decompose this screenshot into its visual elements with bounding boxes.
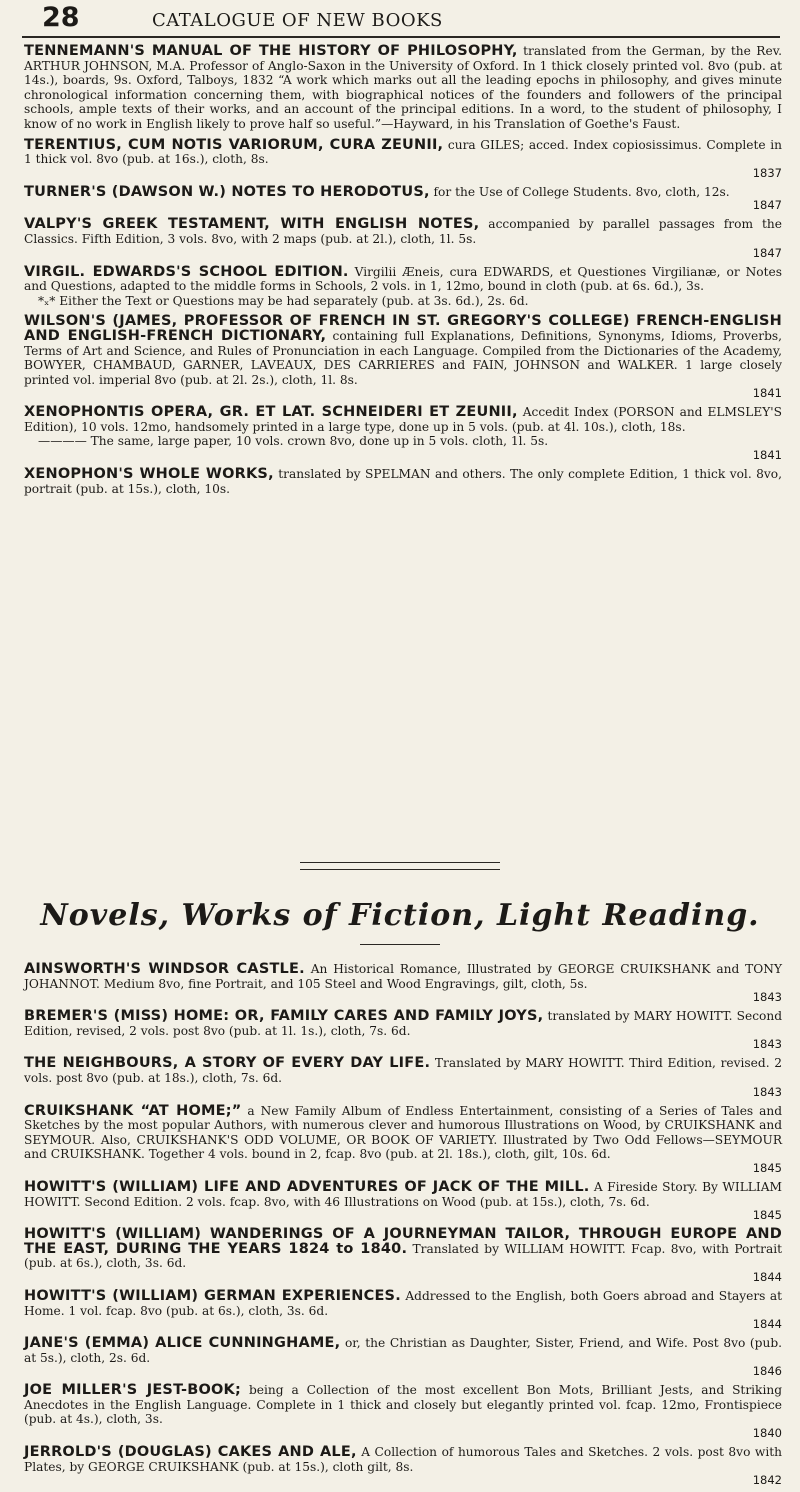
entry-description: Accedit Index (PORSON and ELMSLEY'S Edition), 10 vols. 12mo, handsomely printed in a large type, done up in 5 vols. (pub. at 4l. 10s.), cloth, 18s. bbox=[24, 405, 783, 434]
entry-year: 1846 bbox=[752, 1364, 782, 1379]
classics-section bbox=[24, 44, 782, 502]
catalogue-entry bbox=[24, 44, 782, 132]
entry-description: translated from the German, by the Rev. ARTHUR JOHNSON, M.A. Professor of Anglo-Saxon in the University of Oxford. In 1 thick closely printed vol. 8vo (pub. at 14s.), boards, 9s. Oxford, Talboys, 1832 “A work which marks out all the leading epochs in philosophy, and gives minute chronological information concerning them, with biographical notices of the founders and followers of the principal schools, ample texts of their works, and an account of the principal editions. In a word, to the student of philosophy, I know of no work in English likely to prove half so useful.”—Hayward, in his Translation of Goethe's Faust. bbox=[24, 44, 783, 131]
entry-year: 1847 bbox=[752, 245, 782, 260]
entry-title: BREMER'S (MISS) HOME: OR, FAMILY CARES AND FAMILY JOYS, bbox=[24, 1008, 544, 1025]
catalogue-entry bbox=[24, 1227, 782, 1283]
catalogue-entry bbox=[24, 1009, 782, 1050]
title-rule bbox=[360, 944, 440, 945]
entry-title: AINSWORTH'S WINDSOR CASTLE. bbox=[24, 961, 305, 977]
running-head: CATALOGUE OF NEW BOOKS bbox=[152, 10, 443, 31]
entry-description: An Historical Romance, Illustrated by GEORGE CRUIKSHANK and TONY JOHANNOT. Medium 8vo, fine Portrait, and 105 Steel and Wood Engravings, gilt, cloth, 5s. bbox=[24, 962, 782, 991]
entry-year: 1847 bbox=[752, 198, 782, 213]
entry-title: VALPY'S GREEK TESTAMENT, WITH ENGLISH NOTES, bbox=[24, 216, 480, 233]
entry-description: Translated by WILLIAM HOWITT. Fcap. 8vo, with Portrait (pub. at 6s.), cloth, 3s. 6d. bbox=[24, 1241, 783, 1271]
entry-year: 1843 bbox=[752, 1084, 782, 1099]
entry-description: translated by MARY HOWITT. Second Edition, revised, 2 vols. post 8vo (pub. at 1l. 1s.), cloth, 7s. 6d. bbox=[24, 1009, 783, 1038]
page-number: 28 bbox=[42, 2, 80, 33]
entry-title: HOWITT'S (WILLIAM) GERMAN EXPERIENCES. bbox=[24, 1287, 401, 1304]
page-header bbox=[22, 2, 780, 36]
entry-year: 1840 bbox=[752, 1426, 782, 1441]
entry-year: 1844 bbox=[752, 1317, 782, 1332]
catalogue-entry bbox=[24, 314, 782, 399]
entry-description: accompanied by parallel passages from the Classics. Fifth Edition, 3 vols. 8vo, with 2 maps (pub. at 2l.), cloth, 1l. 5s. bbox=[24, 217, 782, 246]
catalogue-entry bbox=[24, 1336, 782, 1377]
entry-description: Virgilii Æneis, cura EDWARDS, et Questiones Virgilianæ, or Notes and Questions, adapted to the middle forms in Schools, 2 vols. in 1, 12mo, bound in cloth (pub. at 6s. 6d.), 3s. bbox=[24, 264, 783, 294]
entry-description: cura GILES; acced. Index copiosissimus. Complete in 1 thick vol. 8vo (pub. at 16s.), cloth, 8s. bbox=[24, 137, 782, 167]
entry-year: 1845 bbox=[752, 1208, 782, 1223]
entry-description: Addressed to the English, both Goers abroad and Stayers at Home. 1 vol. fcap. 8vo (pub. at 6s.), cloth, 3s. 6d. bbox=[24, 1288, 783, 1318]
section-divider bbox=[300, 862, 500, 870]
catalogue-entry bbox=[24, 185, 782, 212]
catalogue-entry bbox=[24, 138, 782, 179]
entry-title: VIRGIL. EDWARDS'S SCHOOL EDITION. bbox=[24, 263, 349, 280]
entry-description: or, the Christian as Daughter, Sister, Friend, and Wife. Post 8vo (pub. at 5s.), cloth, 2s. 6d. bbox=[24, 1336, 783, 1365]
catalogue-entry bbox=[24, 1104, 782, 1174]
catalogue-entry bbox=[24, 1445, 782, 1486]
entry-year: 1841 bbox=[752, 386, 782, 401]
entry-description: for the Use of College Students. 8vo, cloth, 12s. bbox=[433, 184, 730, 199]
entry-year: 1844 bbox=[752, 1269, 782, 1284]
catalogue-entry bbox=[24, 1383, 782, 1439]
catalogue-entry bbox=[24, 962, 782, 1003]
catalogue-entry bbox=[24, 1056, 782, 1097]
catalogue-entry bbox=[24, 217, 782, 258]
entry-note: ———— The same, large paper, 10 vols. crown 8vo, done up in 5 vols. cloth, 1l. 5s. bbox=[38, 434, 549, 449]
entry-title: XENOPHONTIS OPERA, GR. ET LAT. SCHNEIDERI ET ZEUNII, bbox=[24, 404, 518, 421]
entry-title: JANE'S (EMMA) ALICE CUNNINGHAME, bbox=[24, 1335, 341, 1352]
catalogue-entry bbox=[24, 1289, 782, 1330]
entry-description: Translated by MARY HOWITT. Third Edition, revised. 2 vols. post 8vo (pub. at 18s.), cloth, 7s. 6d. bbox=[24, 1056, 782, 1085]
entry-year: 1843 bbox=[752, 1037, 782, 1052]
catalogue-entry bbox=[24, 467, 782, 496]
entry-description: translated by SPELMAN and others. The only complete Edition, 1 thick vol. 8vo, portrait (pub. at 15s.), cloth, 10s. bbox=[24, 467, 783, 496]
entry-description: A Fireside Story. By WILLIAM HOWITT. Second Edition. 2 vols. fcap. 8vo, with 46 Illustrations on Wood (pub. at 15s.), cloth, 7s. 6d. bbox=[24, 1179, 782, 1209]
catalogue-entry bbox=[24, 265, 782, 309]
entry-title: TURNER'S (DAWSON W.) NOTES TO HERODOTUS, bbox=[24, 183, 430, 200]
catalogue-entry bbox=[24, 1180, 782, 1221]
entry-year: 1837 bbox=[752, 165, 782, 180]
entry-description: containing full Explanations, Definitions, Synonyms, Idioms, Proverbs, Terms of Art and Science, and Rules of Pronunciation in each Language. Compiled from the Dictionaries of the Academy, BOWYER, CHAMBAUD, GARNER, LAVEAUX, DES CARRIERES and FAIN, JOHNSON and WALKER. 1 large closely printed vol. imperial 8vo (pub. at 2l. 2s.), cloth, 1l. 8s. bbox=[24, 328, 783, 387]
entry-description: being a Collection of the most excellent Bon Mots, Brilliant Jests, and Striking Anecdotes in the English Language. Complete in 1 thick and closely but elegantly printed vol. fcap. 12mo, Frontispiece (pub. at 4s.), cloth, 3s. bbox=[24, 1383, 782, 1427]
entry-note: *ₓ* Either the Text or Questions may be had separately (pub. at 3s. 6d.), 2s. 6d. bbox=[38, 293, 529, 308]
entry-year: 1843 bbox=[752, 990, 782, 1005]
fiction-section bbox=[24, 962, 782, 1492]
entry-title: TERENTIUS, CUM NOTIS VARIORUM, CURA ZEUNII, bbox=[24, 136, 444, 153]
entry-year: 1842 bbox=[752, 1473, 782, 1488]
entry-year: 1845 bbox=[752, 1160, 782, 1175]
entry-title: TENNEMANN'S MANUAL OF THE HISTORY OF PHILOSOPHY, bbox=[24, 43, 518, 59]
entry-title: WILSON'S (JAMES, PROFESSOR OF FRENCH IN ST. GREGORY'S COLLEGE) FRENCH-ENGLISH AND ENGLISH-FRENCH DICTIONARY, bbox=[24, 313, 782, 344]
entry-title: CRUIKSHANK “AT HOME;” bbox=[24, 1102, 242, 1119]
section-title: Novels, Works of Fiction, Light Reading. bbox=[40, 898, 760, 933]
entry-title: THE NEIGHBOURS, A STORY OF EVERY DAY LIFE. bbox=[24, 1055, 431, 1072]
entry-title: JERROLD'S (DOUGLAS) CAKES AND ALE, bbox=[24, 1444, 357, 1461]
entry-description: a New Family Album of Endless Entertainment, consisting of a Series of Tales and Sketches by the most popular Authors, with numerous clever and humorous Illustrations on Wood, by CRUIKSHANK and SEYMOUR. Also, CRUIKSHANK'S ODD VOLUME, OR BOOK OF VARIETY. Illustrated by Two Odd Fellows—SEYMOUR and CRUIKSHANK. Together 4 vols. bound in 2, fcap. 8vo (pub. at 2l. 18s.), cloth, gilt, 10s. 6d. bbox=[24, 1103, 782, 1162]
catalogue-entry bbox=[24, 405, 782, 461]
entry-year: 1841 bbox=[752, 448, 782, 463]
entry-title: JOE MILLER'S JEST-BOOK; bbox=[24, 1382, 241, 1399]
entry-title: XENOPHON'S WHOLE WORKS, bbox=[24, 466, 274, 483]
header-rule bbox=[22, 36, 780, 38]
entry-description: A Collection of humorous Tales and Sketches. 2 vols. post 8vo with Plates, by GEORGE CRUIKSHANK (pub. at 15s.), cloth gilt, 8s. bbox=[24, 1445, 783, 1474]
entry-title: HOWITT'S (WILLIAM) LIFE AND ADVENTURES OF JACK OF THE MILL. bbox=[24, 1178, 590, 1195]
entry-title: HOWITT'S (WILLIAM) WANDERINGS OF A JOURNEYMAN TAILOR, THROUGH EUROPE AND THE EAST, DURING THE YEARS 1824 to 1840. bbox=[24, 1226, 782, 1257]
